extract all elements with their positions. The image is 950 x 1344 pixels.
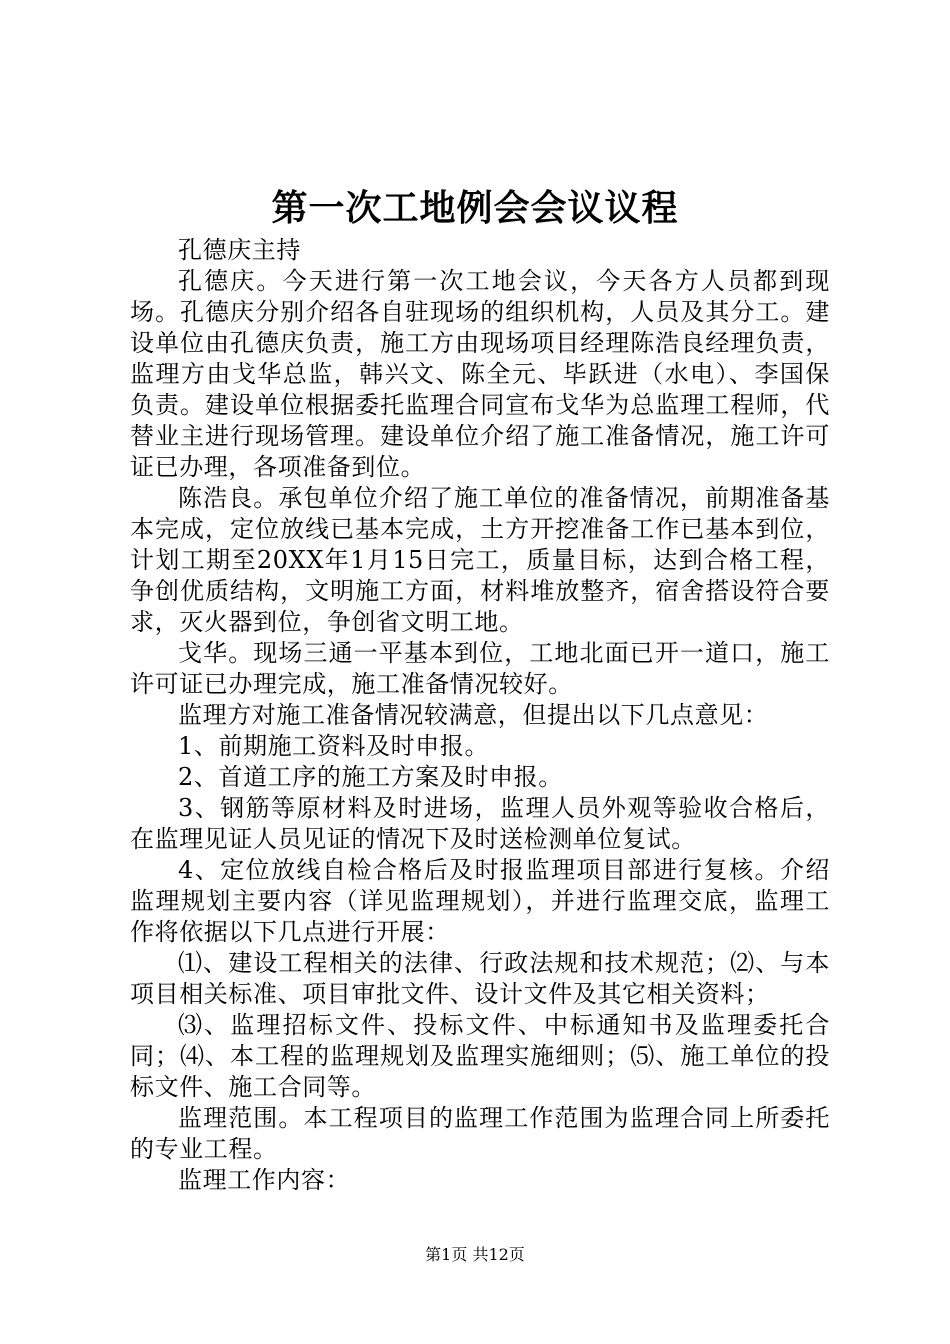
paragraph-supervision-scope: 监理范围。本工程项目的监理工作范围为监理合同上所委托的专业工程。	[130, 1104, 830, 1163]
document-body	[130, 235, 830, 1196]
paragraph-kong-deqing: 孔德庆。今天进行第一次工地会议，今天各方人员都到现场。孔德庆分别介绍各自驻现场的组织机构，人员及其分工。建设单位由孔德庆负责，施工方由现场项目经理陈浩良经理负责，监理方由戈华总监，韩兴文、陈全元、毕跃进（水电）、李国保负责。建设单位根据委托监理合同宣布戈华为总监理工程师，代替业主进行现场管理。建设单位介绍了施工准备情况，施工许可证已办理，各项准备到位。	[130, 267, 830, 481]
basis-item-1-2: ⑴、建设工程相关的法律、行政法规和技术规范；⑵、与本项目相关标准、项目审批文件、设计文件及其它相关资料；	[130, 949, 830, 1008]
list-item-1: 1、前期施工资料及时申报。	[178, 732, 490, 760]
paragraph-chen-haoliang: 陈浩良。承包单位介绍了施工单位的准备情况，前期准备基本完成，定位放线已基本完成，土方开挖准备工作已基本到位，计划工期至20XX年1月15日完工，质量目标，达到合格工程，争创优质结构，文明施工方面，材料堆放整齐，宿舍搭设符合要求，灭火器到位，争创省文明工地。	[130, 484, 830, 636]
page-footer: 第1页 共12页	[425, 1245, 525, 1264]
list-item-3: 3、钢筋等原材料及时进场，监理人员外观等验收合格后，在监理见证人员见证的情况下及时送检测单位复试。	[130, 794, 830, 853]
paragraph-host: 孔德庆主持	[178, 236, 301, 264]
list-item-2: 2、首道工序的施工方案及时申报。	[178, 763, 563, 791]
document-title: 第一次工地例会会议议程	[271, 187, 679, 229]
paragraph-supervision-opinion: 监理方对施工准备情况较满意，但提出以下几点意见：	[178, 701, 769, 729]
list-item-4: 4、定位放线自检合格后及时报监理项目部进行复核。介绍监理规划主要内容（详见监理规划），并进行监理交底，监理工作将依据以下几点进行开展：	[130, 856, 830, 946]
paragraph-supervision-content: 监理工作内容：	[178, 1166, 351, 1194]
basis-item-3-5: ⑶、监理招标文件、投标文件、中标通知书及监理委托合同；⑷、本工程的监理规划及监理实施细则；⑸、施工单位的投标文件、施工合同等。	[130, 1011, 830, 1101]
paragraph-ge-hua: 戈华。现场三通一平基本到位，工地北面已开一道口，施工许可证已办理完成，施工准备情况较好。	[130, 639, 830, 698]
